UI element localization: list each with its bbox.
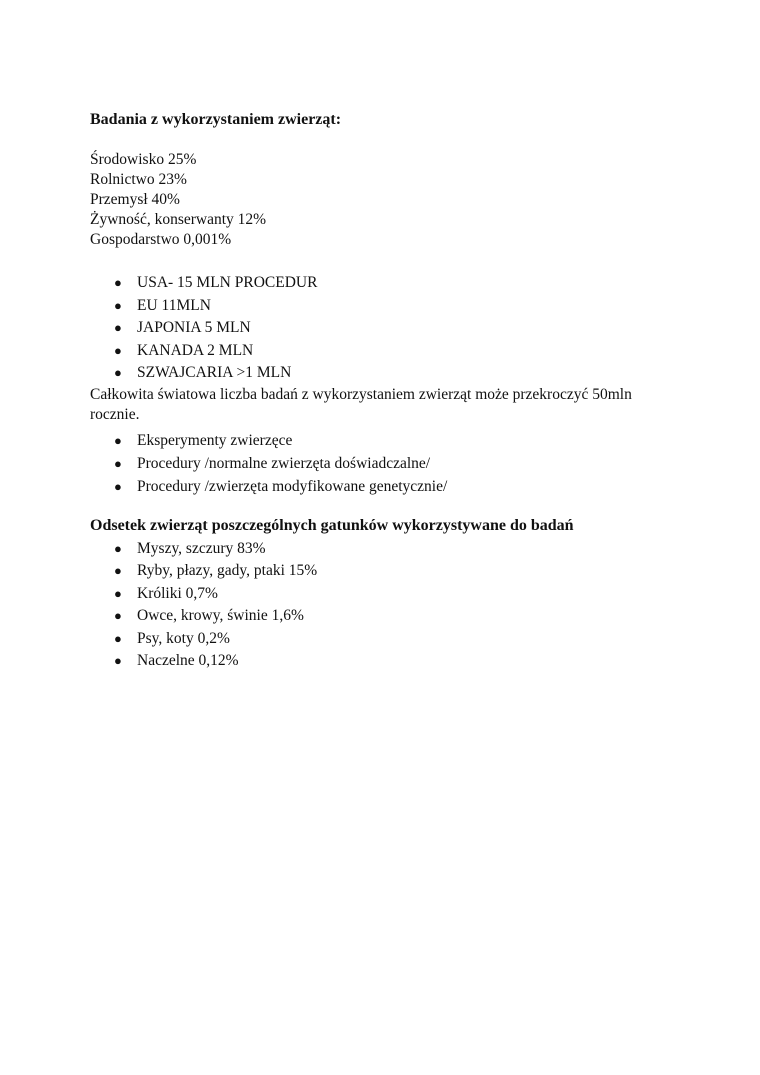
bullet-icon: ● <box>114 608 122 623</box>
list-item-text: SZWAJCARIA >1 MLN <box>137 364 292 381</box>
list-item <box>90 628 680 651</box>
list-item-text: Procedury /normalne zwierzęta doświadczalne/ <box>137 454 431 472</box>
sector-stats <box>90 150 680 250</box>
bullet-icon: ● <box>114 365 122 380</box>
bullet-icon: ● <box>114 563 122 578</box>
bullet-icon: ● <box>114 585 122 601</box>
list-item-text: EU 11MLN <box>137 296 211 314</box>
list-item-text: Ryby, płazy, gady, ptaki 15% <box>137 562 318 579</box>
bullet-icon: ● <box>114 432 122 448</box>
stat-line: Żywność, konserwanty 12% <box>90 211 267 228</box>
list-item-text: Myszy, szczury 83% <box>137 539 266 557</box>
country-list <box>90 272 680 385</box>
bullet-icon: ● <box>114 653 122 668</box>
list-item <box>90 429 680 452</box>
bullet-icon: ● <box>114 478 122 494</box>
list-item <box>90 583 680 606</box>
bullet-icon: ● <box>114 342 122 358</box>
procedure-type-list <box>90 429 680 498</box>
list-item-text: KANADA 2 MLN <box>137 341 254 359</box>
list-item-text: Naczelne 0,12% <box>137 652 239 669</box>
list-item-text: USA- 15 MLN PROCEDUR <box>137 274 318 291</box>
bullet-icon: ● <box>114 540 122 556</box>
stat-line: Rolnictwo 23% <box>90 171 187 188</box>
list-item <box>90 272 680 295</box>
list-item-text: Króliki 0,7% <box>137 584 218 602</box>
document-page <box>90 110 680 673</box>
section-heading-species: Odsetek zwierząt poszczególnych gatunków wykorzystywane do badań <box>90 516 574 534</box>
list-item-text: Psy, koty 0,2% <box>137 629 230 647</box>
list-item-text: JAPONIA 5 MLN <box>137 319 251 336</box>
list-item <box>90 295 680 318</box>
list-item-text: Eksperymenty zwierzęce <box>137 431 293 449</box>
list-item <box>90 475 680 498</box>
bullet-icon: ● <box>114 455 122 471</box>
bullet-icon: ● <box>114 297 122 313</box>
bullet-icon: ● <box>114 320 122 335</box>
list-item <box>90 650 680 673</box>
list-item-text: Owce, krowy, świnie 1,6% <box>137 607 304 624</box>
list-item <box>90 317 680 340</box>
list-item <box>90 560 680 583</box>
list-item <box>90 538 680 561</box>
list-item <box>90 605 680 628</box>
total-research-paragraph: Całkowita światowa liczba badań z wykorzystaniem zwierząt może przekroczyć 50mln rocznie. <box>90 385 632 423</box>
species-list <box>90 538 680 673</box>
stat-line: Środowisko 25% <box>90 151 197 168</box>
section-heading-research: Badania z wykorzystaniem zwierząt: <box>90 111 342 128</box>
stat-line: Gospodarstwo 0,001% <box>90 231 232 248</box>
list-item <box>90 452 680 475</box>
list-item <box>90 362 680 385</box>
list-item-text: Procedury /zwierzęta modyfikowane genetycznie/ <box>137 477 448 495</box>
stat-line: Przemysł 40% <box>90 191 180 208</box>
bullet-icon: ● <box>114 630 122 646</box>
bullet-icon: ● <box>114 275 122 290</box>
list-item <box>90 340 680 363</box>
